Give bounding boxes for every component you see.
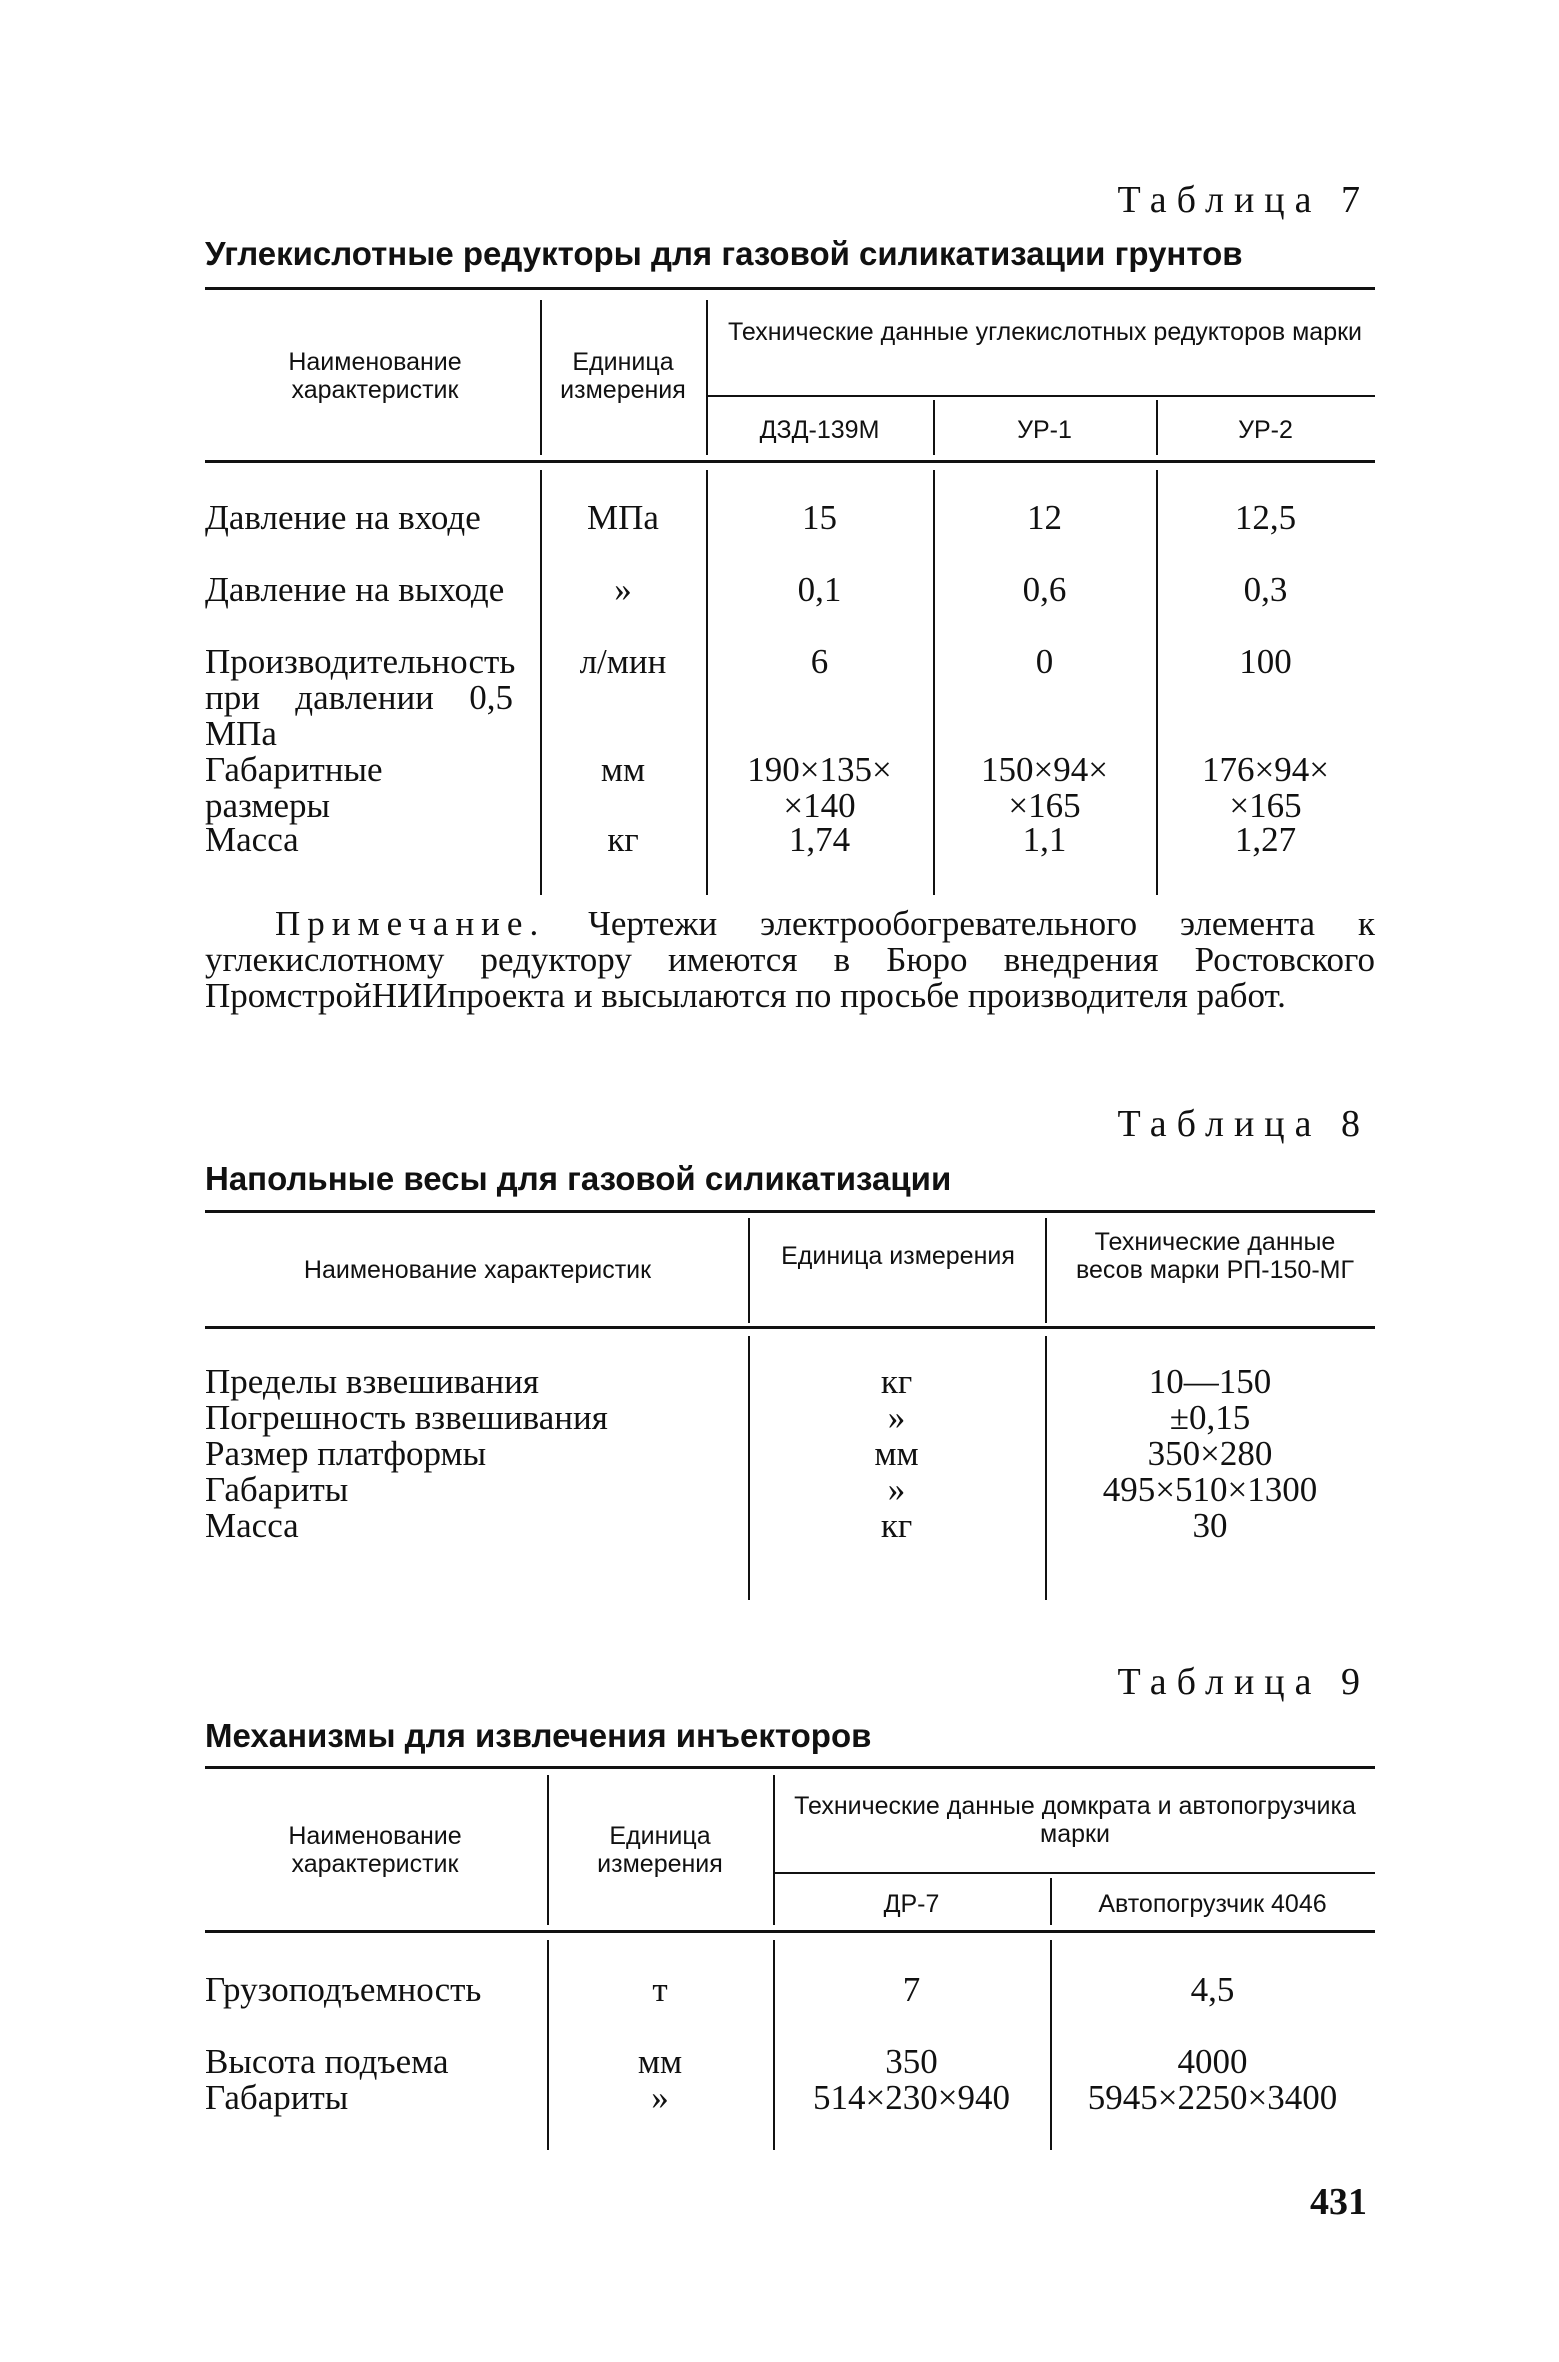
table7-row-value-1: 1,74 xyxy=(788,820,851,859)
table7-row-name: Производительность при давлении 0,5 МПа xyxy=(205,642,516,753)
table9-row-unit: мм xyxy=(637,2042,683,2081)
table8-title: Напольные весы для газовой силикатизации xyxy=(205,1160,952,1197)
table9-row-value-1: 514×230×940 xyxy=(813,2078,1010,2117)
table7-row-unit: л/мин xyxy=(579,642,667,681)
table7-row-value-1: 0,1 xyxy=(797,570,842,609)
table7-row-value-3: 12,5 xyxy=(1234,498,1297,537)
table7-row-unit: » xyxy=(614,570,632,609)
table7-label: Таблица 7 xyxy=(1117,179,1370,221)
table9-row-name: Грузоподъемность xyxy=(205,1970,482,2009)
table8-row-name: Габариты xyxy=(205,1470,349,1509)
table9-col-group-header: Технические данные домкрата и автопогрузчика марки xyxy=(794,1792,1356,1848)
table8-row-name: Погрешность взвешивания xyxy=(205,1398,608,1437)
table7-row-unit: кг xyxy=(607,820,639,859)
table8-col-data-header: Технические данные весов марки РП-150-МГ xyxy=(1075,1228,1355,1284)
table8-col-unit-header: Единица измерения xyxy=(781,1242,1015,1270)
table9-row-value-2: 4,5 xyxy=(1190,1970,1235,2009)
table9-model-2: Автопогрузчик 4046 xyxy=(1098,1890,1327,1918)
table7-row-value-3: 0,3 xyxy=(1243,570,1288,609)
table9-col-name-header: Наименование характеристик xyxy=(288,1822,462,1878)
table8-row-value: ±0,15 xyxy=(1169,1398,1251,1437)
table7-title: Углекислотные редукторы для газовой силикатизации грунтов xyxy=(205,235,1243,272)
table9-row-name: Габариты xyxy=(205,2078,349,2117)
table7-row-value-1: 190×135× ×140 xyxy=(747,750,892,825)
table9-header-rule xyxy=(205,1930,1375,1933)
table7-model-3: УР-2 xyxy=(1238,416,1293,444)
table8-row-name: Масса xyxy=(205,1506,299,1545)
table7-row-value-2: 0,6 xyxy=(1022,570,1067,609)
table7-subheader-rule xyxy=(708,395,1375,397)
table8-row-unit: кг xyxy=(880,1362,913,1401)
table7-row-value-3: 1,27 xyxy=(1234,820,1297,859)
table9-model-1: ДР-7 xyxy=(883,1890,940,1918)
table9-title: Механизмы для извлечения инъекторов xyxy=(205,1717,872,1754)
table9-row-value-1: 350 xyxy=(885,2042,938,2081)
table8-row-value: 30 xyxy=(1192,1506,1228,1545)
table9-row-value-1: 7 xyxy=(902,1970,921,2009)
table8-col-name-header: Наименование характеристик xyxy=(303,1256,652,1284)
page-number: 431 xyxy=(1310,2181,1367,2223)
table7-row-value-2: 0 xyxy=(1035,642,1054,681)
table7-row-name: Давление на выходе xyxy=(205,570,505,609)
table7-note-text: Чертежи электрообогревательного элемента к углекислотному редуктору имеются в Бюро внедрения Ростовского ПромстройНИИпроекта и высылаются по просьбе производителя работ. xyxy=(205,904,1375,1015)
table8-row-unit: » xyxy=(887,1470,906,1509)
table9-row-value-2: 5945×2250×3400 xyxy=(1087,2078,1338,2117)
table9-row-unit: т xyxy=(652,1970,668,2009)
table7-model-2: УР-1 xyxy=(1017,416,1072,444)
table7-note-label: Примечание. xyxy=(275,904,546,943)
table7-row-name: Давление на входе xyxy=(205,498,481,537)
table7-row-unit: мм xyxy=(600,750,646,789)
table8-label: Таблица 8 xyxy=(1117,1103,1370,1145)
table7-row-value-2: 1,1 xyxy=(1022,820,1067,859)
table8-vrule-2h xyxy=(1045,1218,1047,1323)
table7-col-unit-header: Единица измерения xyxy=(560,348,686,404)
table9-row-value-2: 4000 xyxy=(1177,2042,1248,2081)
table9-top-rule xyxy=(205,1766,1375,1769)
table8-row-value: 495×510×1300 xyxy=(1102,1470,1318,1509)
table7-row-name: Масса xyxy=(205,820,299,859)
table9-row-unit: » xyxy=(651,2078,669,2117)
table7-col-group-header: Технические данные углекислотных редукторов марки xyxy=(727,318,1363,346)
table9-label: Таблица 9 xyxy=(1117,1661,1370,1703)
table8-vrule-1h xyxy=(748,1218,750,1323)
table7-row-value-1: 6 xyxy=(810,642,829,681)
table8-row-value: 10—150 xyxy=(1148,1362,1272,1401)
table7-row-unit: МПа xyxy=(587,498,659,537)
table7-row-value-2: 12 xyxy=(1027,498,1062,537)
table7-top-rule xyxy=(205,287,1375,290)
table8-header-rule xyxy=(205,1326,1375,1329)
table9-row-name: Высота подъема xyxy=(205,2042,449,2081)
table8-row-value: 350×280 xyxy=(1147,1434,1273,1473)
table8-row-name: Размер платформы xyxy=(205,1434,487,1473)
table8-top-rule xyxy=(205,1210,1375,1213)
table8-row-unit: » xyxy=(887,1398,906,1437)
table9-col-unit-header: Единица измерения xyxy=(597,1822,723,1878)
table7-col-name-header: Наименование характеристик xyxy=(288,348,462,404)
table8-row-name: Пределы взвешивания xyxy=(205,1362,539,1401)
table8-row-unit: мм xyxy=(874,1434,919,1473)
table7-header-rule xyxy=(205,460,1375,463)
table7-row-name: Габаритные размеры xyxy=(205,750,383,825)
table8-row-unit: кг xyxy=(880,1506,913,1545)
table7-row-value-3: 176×94× ×165 xyxy=(1202,750,1329,825)
table7-model-1: ДЗД-139М xyxy=(759,416,880,444)
table7-row-value-1: 15 xyxy=(802,498,837,537)
table9-vrule-1h xyxy=(547,1775,549,1925)
table7-note xyxy=(205,906,1375,1014)
table7-row-value-3: 100 xyxy=(1239,642,1292,681)
table7-row-value-2: 150×94× ×165 xyxy=(981,750,1108,825)
table9-subheader-rule xyxy=(775,1872,1375,1874)
